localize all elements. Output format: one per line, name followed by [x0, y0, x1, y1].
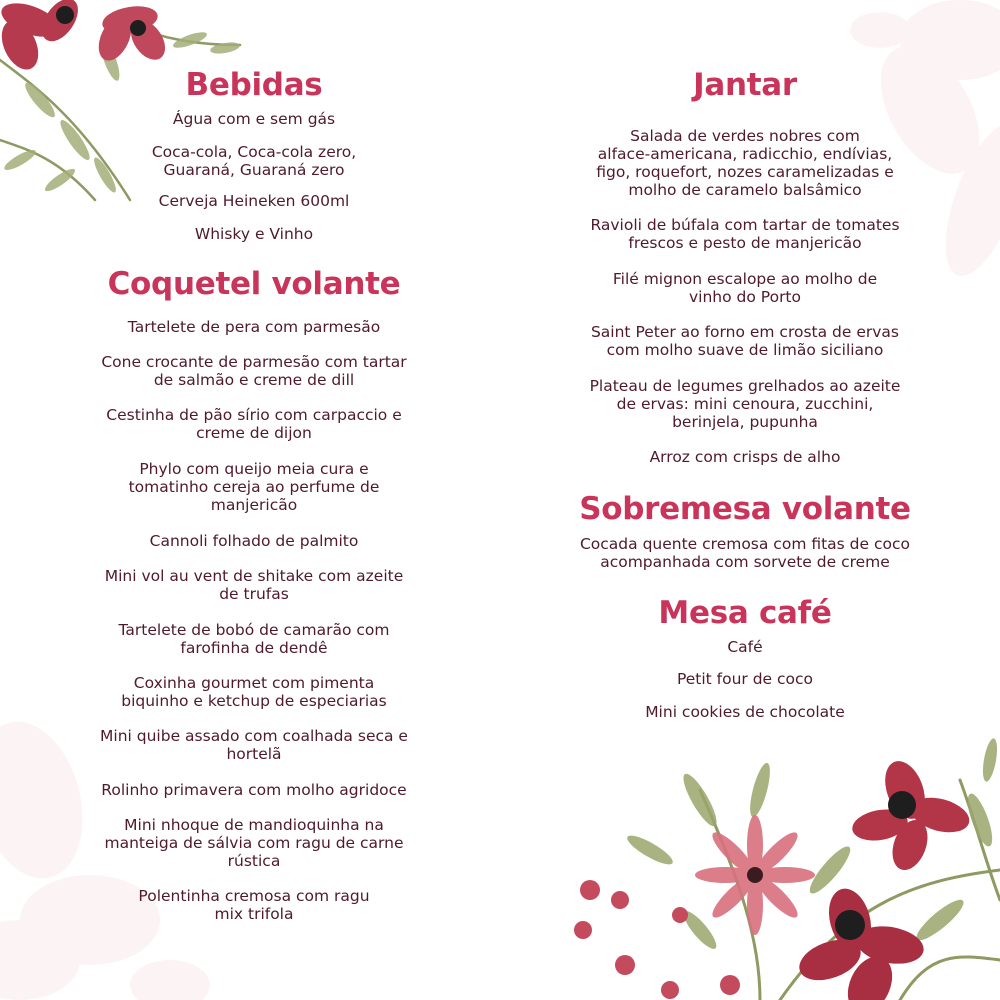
section-title-jantar: Jantar [693, 67, 797, 103]
menu-item: Coxinha gourmet com pimenta biquinho e ketchup de especiarias [121, 674, 387, 710]
menu-item: Mini vol au vent de shitake com azeite de trufas [104, 567, 404, 603]
menu-item: Polentinha cremosa com ragu mix trifola [138, 887, 370, 923]
section-title-sobremesa: Sobremesa volante [579, 491, 911, 527]
menu-item: Rolinho primavera com molho agridoce [101, 781, 407, 799]
menu-item: Tartelete de bobó de camarão com farofinha de dendê [118, 621, 390, 657]
menu-item: Tartelete de pera com parmesão [127, 318, 381, 336]
menu-item: Ravioli de búfala com tartar de tomates frescos e pesto de manjericão [590, 216, 900, 252]
menu-item: Cocada quente cremosa com fitas de coco acompanhada com sorvete de creme [579, 535, 910, 571]
section-title-coquetel: Coquetel volante [107, 266, 401, 302]
menu-item: Cestinha de pão sírio com carpaccio e creme de dijon [106, 406, 402, 442]
menu-item: Saint Peter ao forno em crosta de ervas com molho suave de limão siciliano [590, 323, 900, 359]
menu-item: Mini nhoque de mandioquinha na manteiga de sálvia com ragu de carne rústica [104, 816, 404, 870]
section-title-cafe: Mesa café [658, 595, 832, 631]
menu-item: Cannoli folhado de palmito [149, 532, 359, 550]
menu-item: Mini quibe assado com coalhada seca e hortelã [100, 727, 408, 763]
menu-item: Café [727, 638, 763, 656]
menu-item: Coca-cola, Coca-cola zero, Guaraná, Guaraná zero [151, 143, 357, 179]
menu-item: Plateau de legumes grelhados ao azeite de ervas: mini cenoura, zucchini, berinjela, pupunha [589, 377, 901, 431]
menu-item: Mini cookies de chocolate [645, 703, 845, 721]
menu-item: Whisky e Vinho [194, 225, 314, 243]
menu-item: Água com e sem gás [172, 110, 336, 128]
menu-item: Petit four de coco [676, 670, 814, 688]
menu-item: Cone crocante de parmesão com tartar de salmão e creme de dill [101, 353, 407, 389]
menu-item: Phylo com queijo meia cura e tomatinho cereja ao perfume de manjericão [128, 460, 380, 514]
menu-item: Filé mignon escalope ao molho de vinho do Porto [612, 270, 878, 306]
menu-item: Cerveja Heineken 600ml [158, 192, 350, 210]
menu-item: Arroz com crisps de alho [649, 448, 841, 466]
section-title-bebidas: Bebidas [185, 67, 323, 103]
menu-item: Salada de verdes nobres com alface-americana, radicchio, endívias, figo, roquefort, nozes caramelizadas e molho de caramelo balsâmico [596, 127, 894, 199]
